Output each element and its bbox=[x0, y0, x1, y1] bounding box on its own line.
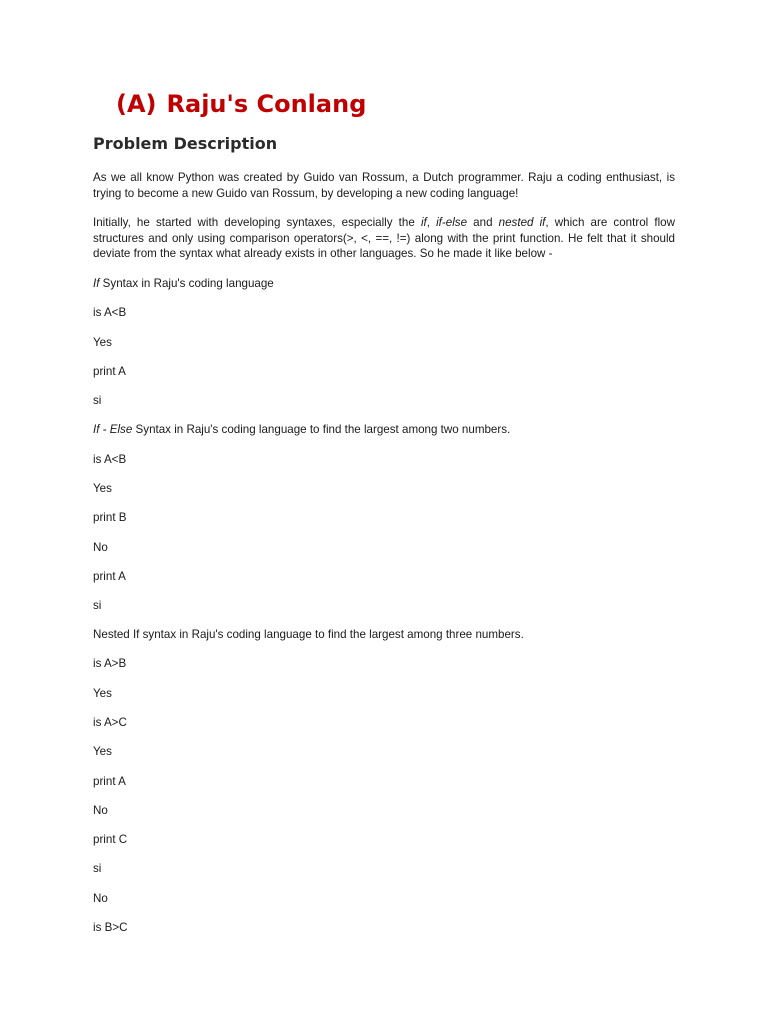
if-heading-em: If bbox=[93, 277, 100, 290]
code-line: print B bbox=[93, 511, 127, 524]
intro-p2-if: if bbox=[420, 216, 427, 229]
code-line: is A>C bbox=[93, 716, 127, 729]
intro-p2-part-a: Initially, he started with developing syntaxes, especially the bbox=[93, 216, 421, 229]
code-line: si bbox=[93, 394, 102, 407]
problem-title bbox=[116, 86, 366, 122]
code-line: Yes bbox=[93, 482, 112, 495]
code-line: is A>B bbox=[93, 657, 127, 670]
code-line: is A<B bbox=[93, 453, 127, 466]
intro-p2-part-b: , bbox=[426, 216, 437, 229]
ifelse-syntax-heading bbox=[93, 422, 510, 437]
code-line: No bbox=[93, 892, 108, 905]
code-line: print A bbox=[93, 570, 126, 583]
problem-label: (A) bbox=[116, 90, 157, 118]
code-line: si bbox=[93, 599, 102, 612]
code-line: is A<B bbox=[93, 306, 127, 319]
code-line: No bbox=[93, 804, 108, 817]
intro-p2-part-d: , which are control flow structures and only using comparison operators(>, <, ==, !=) along with the print function. He felt that it should deviate from the syntax what already exists in other languages. So he made it like below - bbox=[93, 216, 675, 260]
if-syntax-heading bbox=[93, 276, 274, 291]
ifelse-heading-rest: Syntax in Raju's coding language to find the largest among two numbers. bbox=[132, 423, 511, 436]
intro-paragraph-2 bbox=[93, 215, 675, 262]
code-line: print A bbox=[93, 775, 126, 788]
intro-p2-nested: nested if bbox=[498, 216, 546, 229]
code-line: Yes bbox=[93, 745, 112, 758]
nested-syntax-heading: Nested If syntax in Raju's coding language to find the largest among three numbers. bbox=[93, 628, 524, 641]
code-line: is B>C bbox=[93, 921, 128, 934]
code-line: Yes bbox=[93, 687, 112, 700]
ifelse-heading-em: If - Else bbox=[93, 423, 133, 436]
intro-p2-ifelse: if-else bbox=[436, 216, 468, 229]
code-line: print C bbox=[93, 833, 128, 846]
code-line: si bbox=[93, 862, 102, 875]
intro-paragraph-1: As we all know Python was created by Guido van Rossum, a Dutch programmer. Raju a coding enthusiast, is trying to become a new Guido van Rossum, by developing a new coding language! bbox=[93, 171, 675, 200]
if-heading-rest: Syntax in Raju's coding language bbox=[99, 277, 274, 290]
problem-title-text: Raju's Conlang bbox=[166, 90, 367, 118]
code-line: Yes bbox=[93, 336, 112, 349]
section-heading: Problem Description bbox=[93, 134, 278, 153]
intro-p2-part-c: and bbox=[467, 216, 499, 229]
code-line: print A bbox=[93, 365, 126, 378]
code-line: No bbox=[93, 541, 108, 554]
